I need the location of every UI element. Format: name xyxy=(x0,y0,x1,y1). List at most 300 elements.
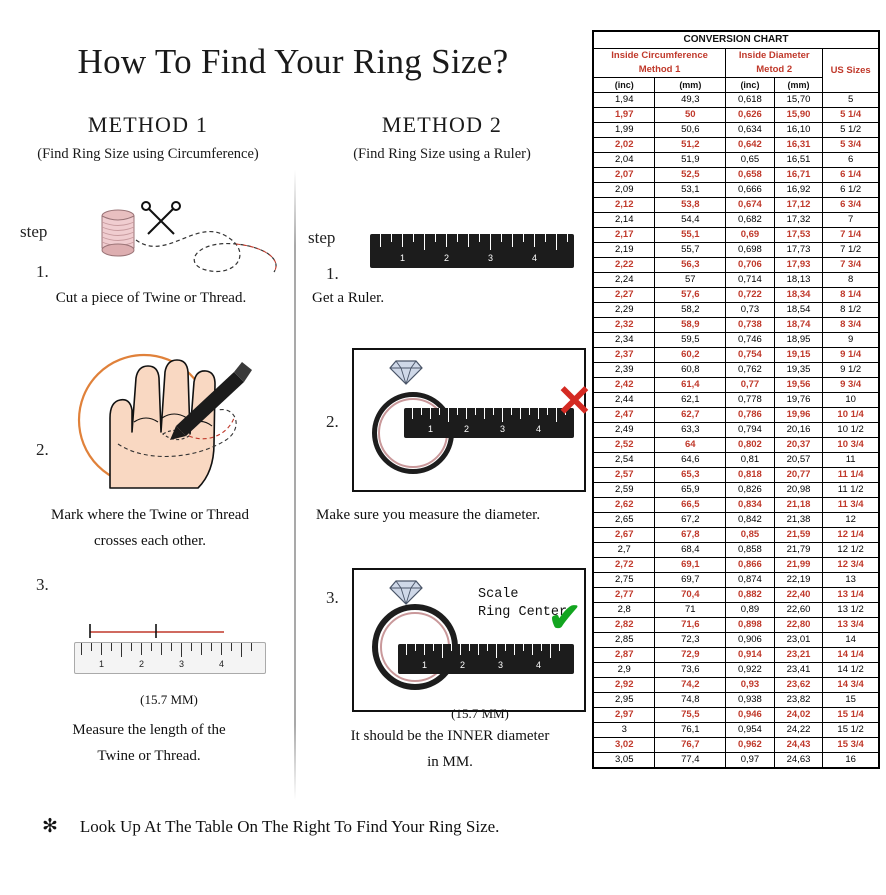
table-cell: 12 3/4 xyxy=(823,558,879,573)
table-cell: 7 1/2 xyxy=(823,243,879,258)
table-cell: 0,954 xyxy=(726,723,775,738)
ruler-number-4: 4 xyxy=(532,253,538,263)
table-cell: 9 1/2 xyxy=(823,363,879,378)
method-2-step-3-number: 3. xyxy=(326,588,339,607)
table-cell: 2,57 xyxy=(594,468,655,483)
table-cell: 49,3 xyxy=(655,93,726,108)
table-cell: 23,82 xyxy=(774,693,823,708)
table-cell: 19,35 xyxy=(774,363,823,378)
footer-note xyxy=(42,815,499,838)
table-cell: 0,794 xyxy=(726,423,775,438)
table-cell: 68,4 xyxy=(655,543,726,558)
table-cell: 19,15 xyxy=(774,348,823,363)
table-cell: 6 1/4 xyxy=(823,168,879,183)
ruler-number-3: 3 xyxy=(179,659,185,669)
table-cell: 18,34 xyxy=(774,288,823,303)
table-cell: 60,2 xyxy=(655,348,726,363)
table-cell: 19,96 xyxy=(774,408,823,423)
method-2-step-word: step xyxy=(308,228,336,247)
table-cell: 2,24 xyxy=(594,273,655,288)
scale-label-line-1: Scale xyxy=(478,587,519,602)
table-cell: 50,6 xyxy=(655,123,726,138)
table-cell: 55,1 xyxy=(655,228,726,243)
table-cell: 16,31 xyxy=(774,138,823,153)
table-row xyxy=(594,198,879,213)
method-1-step-3-caption-line-2: Twine or Thread. xyxy=(97,748,201,764)
table-row xyxy=(594,513,879,528)
table-cell: 69,1 xyxy=(655,558,726,573)
table-cell: 2,95 xyxy=(594,693,655,708)
table-cell: 0,786 xyxy=(726,408,775,423)
ruler-dark-3 xyxy=(398,644,574,674)
table-cell: 2,67 xyxy=(594,528,655,543)
table-cell: 19,76 xyxy=(774,393,823,408)
table-cell: 2,9 xyxy=(594,663,655,678)
table-row xyxy=(594,168,879,183)
table-cell: 2,72 xyxy=(594,558,655,573)
table-cell: 57 xyxy=(655,273,726,288)
table-cell: 18,13 xyxy=(774,273,823,288)
table-cell: 14 1/4 xyxy=(823,648,879,663)
table-cell: 13 1/4 xyxy=(823,588,879,603)
table-cell: 2,49 xyxy=(594,423,655,438)
table-cell: 0,634 xyxy=(726,123,775,138)
method-2-step-3-caption-line-2: in MM. xyxy=(427,754,473,770)
table-cell: 19,56 xyxy=(774,378,823,393)
table-row xyxy=(594,438,879,453)
table-cell: 0,698 xyxy=(726,243,775,258)
table-row xyxy=(594,228,879,243)
method-1-step-word: step xyxy=(20,222,48,241)
table-cell: 2,42 xyxy=(594,378,655,393)
table-cell: 58,2 xyxy=(655,303,726,318)
conversion-table-body xyxy=(594,93,879,768)
table-row xyxy=(594,318,879,333)
table-row xyxy=(594,618,879,633)
table-cell: 2,82 xyxy=(594,618,655,633)
table-cell: 64,6 xyxy=(655,453,726,468)
table-row xyxy=(594,348,879,363)
table-cell: 15 3/4 xyxy=(823,738,879,753)
table-cell: 0,706 xyxy=(726,258,775,273)
table-row xyxy=(594,693,879,708)
table-cell: 6 1/2 xyxy=(823,183,879,198)
unit-header-3: (mm) xyxy=(774,78,823,93)
table-cell: 73,6 xyxy=(655,663,726,678)
ruler-number-3: 3 xyxy=(498,660,504,670)
ruler-number-1: 1 xyxy=(428,424,434,434)
chart-title: CONVERSION CHART xyxy=(594,32,879,49)
table-row xyxy=(594,678,879,693)
table-row xyxy=(594,183,879,198)
method-2-subheading: (Find Ring Size using a Ruler) xyxy=(353,146,531,162)
table-cell: 2,37 xyxy=(594,348,655,363)
table-cell: 2,8 xyxy=(594,603,655,618)
table-cell: 2,12 xyxy=(594,198,655,213)
table-cell: 15,90 xyxy=(774,108,823,123)
table-cell: 0,754 xyxy=(726,348,775,363)
table-row xyxy=(594,408,879,423)
table-cell: 23,01 xyxy=(774,633,823,648)
table-cell: 2,85 xyxy=(594,633,655,648)
table-cell: 10 xyxy=(823,393,879,408)
table-cell: 64 xyxy=(655,438,726,453)
table-cell: 0,834 xyxy=(726,498,775,513)
table-cell: 51,2 xyxy=(655,138,726,153)
method-1-step-1-number: 1. xyxy=(36,262,49,281)
table-cell: 11 1/4 xyxy=(823,468,879,483)
table-cell: 10 1/2 xyxy=(823,423,879,438)
table-cell: 22,40 xyxy=(774,588,823,603)
method-1-step-2-caption-line-1: Mark where the Twine or Thread xyxy=(51,507,249,523)
table-cell: 2,02 xyxy=(594,138,655,153)
method-1-step-3-number: 3. xyxy=(36,575,49,594)
table-cell: 15 1/2 xyxy=(823,723,879,738)
table-cell: 8 1/4 xyxy=(823,288,879,303)
table-cell: 14 3/4 xyxy=(823,678,879,693)
table-cell: 0,73 xyxy=(726,303,775,318)
unit-header-0: (inc) xyxy=(594,78,655,93)
ruler-number-4: 4 xyxy=(536,660,542,670)
unit-header-1: (mm) xyxy=(655,78,726,93)
ruler-number-1: 1 xyxy=(400,253,406,263)
table-cell: 0,666 xyxy=(726,183,775,198)
table-cell: 17,12 xyxy=(774,198,823,213)
table-cell: 2,09 xyxy=(594,183,655,198)
ruler-number-4: 4 xyxy=(219,659,225,669)
table-cell: 22,60 xyxy=(774,603,823,618)
table-cell: 2,17 xyxy=(594,228,655,243)
method-2-step-2-caption: Make sure you measure the diameter. xyxy=(316,507,541,523)
table-cell: 0,674 xyxy=(726,198,775,213)
table-cell: 0,642 xyxy=(726,138,775,153)
table-cell: 0,874 xyxy=(726,573,775,588)
table-cell: 2,27 xyxy=(594,288,655,303)
method-2-step-1-caption: Get a Ruler. xyxy=(312,290,385,306)
table-cell: 14 1/2 xyxy=(823,663,879,678)
table-row xyxy=(594,213,879,228)
table-cell: 2,34 xyxy=(594,333,655,348)
table-cell: 18,95 xyxy=(774,333,823,348)
table-cell: 65,9 xyxy=(655,483,726,498)
table-cell: 7 1/4 xyxy=(823,228,879,243)
table-cell: 2,62 xyxy=(594,498,655,513)
table-cell: 53,1 xyxy=(655,183,726,198)
method-1-subheading: (Find Ring Size using Circumference) xyxy=(37,146,259,162)
table-cell: 69,7 xyxy=(655,573,726,588)
ruler-number-1: 1 xyxy=(422,660,428,670)
table-cell: 62,7 xyxy=(655,408,726,423)
table-cell: 0,946 xyxy=(726,708,775,723)
table-cell: 23,21 xyxy=(774,648,823,663)
table-cell: 20,98 xyxy=(774,483,823,498)
table-cell: 2,7 xyxy=(594,543,655,558)
table-cell: 71,6 xyxy=(655,618,726,633)
table-cell: 8 xyxy=(823,273,879,288)
correct-check-icon: ✔ xyxy=(548,596,582,640)
table-cell: 0,962 xyxy=(726,738,775,753)
table-cell: 5 1/4 xyxy=(823,108,879,123)
table-cell: 55,7 xyxy=(655,243,726,258)
table-cell: 17,93 xyxy=(774,258,823,273)
ruler-dark-1 xyxy=(370,234,574,268)
table-row xyxy=(594,603,879,618)
twine-illustration xyxy=(86,200,291,285)
table-cell: 0,778 xyxy=(726,393,775,408)
ruler-number-1: 1 xyxy=(99,659,105,669)
table-cell: 11 3/4 xyxy=(823,498,879,513)
table-cell: 12 1/2 xyxy=(823,543,879,558)
table-cell: 3,02 xyxy=(594,738,655,753)
method-2-heading: METHOD 2 xyxy=(381,112,503,137)
table-cell: 23,62 xyxy=(774,678,823,693)
table-row xyxy=(594,468,879,483)
table-cell: 5 3/4 xyxy=(823,138,879,153)
table-cell: 0,65 xyxy=(726,153,775,168)
table-cell: 60,8 xyxy=(655,363,726,378)
table-cell: 0,746 xyxy=(726,333,775,348)
table-cell: 16,51 xyxy=(774,153,823,168)
table-row xyxy=(594,663,879,678)
table-cell: 9 1/4 xyxy=(823,348,879,363)
table-cell: 21,38 xyxy=(774,513,823,528)
table-cell: 0,682 xyxy=(726,213,775,228)
table-cell: 2,22 xyxy=(594,258,655,273)
group-header-us-sizes: US Sizes xyxy=(823,49,879,93)
table-row xyxy=(594,273,879,288)
table-cell: 2,77 xyxy=(594,588,655,603)
table-cell: 0,738 xyxy=(726,318,775,333)
table-cell: 5 1/2 xyxy=(823,123,879,138)
table-cell: 2,52 xyxy=(594,438,655,453)
ruler-number-2: 2 xyxy=(444,253,450,263)
scale-label-line-2: Ring Center xyxy=(478,605,568,621)
table-cell: 2,04 xyxy=(594,153,655,168)
conversion-chart xyxy=(592,30,880,769)
table-cell: 0,842 xyxy=(726,513,775,528)
ruler-number-4: 4 xyxy=(536,424,542,434)
table-cell: 2,32 xyxy=(594,318,655,333)
method-2-step-3-caption-line-1: It should be the INNER diameter xyxy=(350,728,550,744)
table-cell: 58,9 xyxy=(655,318,726,333)
table-cell: 5 xyxy=(823,93,879,108)
table-cell: 65,3 xyxy=(655,468,726,483)
table-row xyxy=(594,378,879,393)
table-cell: 18,74 xyxy=(774,318,823,333)
table-row xyxy=(594,738,879,753)
table-cell: 62,1 xyxy=(655,393,726,408)
table-cell: 1,99 xyxy=(594,123,655,138)
table-cell: 6 xyxy=(823,153,879,168)
table-cell: 2,59 xyxy=(594,483,655,498)
table-cell: 13 3/4 xyxy=(823,618,879,633)
table-cell: 61,4 xyxy=(655,378,726,393)
page-title: How To Find Your Ring Size? xyxy=(77,42,509,81)
table-cell: 0,818 xyxy=(726,468,775,483)
table-cell: 20,16 xyxy=(774,423,823,438)
table-cell: 2,44 xyxy=(594,393,655,408)
table-cell: 70,4 xyxy=(655,588,726,603)
ruler-number-3: 3 xyxy=(500,424,506,434)
table-cell: 9 xyxy=(823,333,879,348)
table-cell: 0,906 xyxy=(726,633,775,648)
table-cell: 71 xyxy=(655,603,726,618)
table-row xyxy=(594,153,879,168)
table-cell: 2,87 xyxy=(594,648,655,663)
table-cell: 50 xyxy=(655,108,726,123)
group-header-diameter xyxy=(726,49,823,78)
table-cell: 17,53 xyxy=(774,228,823,243)
table-row xyxy=(594,483,879,498)
table-row xyxy=(594,423,879,438)
table-cell: 2,54 xyxy=(594,453,655,468)
table-cell: 2,92 xyxy=(594,678,655,693)
table-cell: 2,65 xyxy=(594,513,655,528)
table-cell: 72,3 xyxy=(655,633,726,648)
table-cell: 20,77 xyxy=(774,468,823,483)
table-cell: 76,1 xyxy=(655,723,726,738)
table-row xyxy=(594,258,879,273)
table-cell: 0,882 xyxy=(726,588,775,603)
table-cell: 6 3/4 xyxy=(823,198,879,213)
table-cell: 21,99 xyxy=(774,558,823,573)
table-row xyxy=(594,303,879,318)
table-cell: 2,19 xyxy=(594,243,655,258)
ruler-number-2: 2 xyxy=(464,424,470,434)
method-1-step-2-number: 2. xyxy=(36,440,49,459)
table-cell: 67,2 xyxy=(655,513,726,528)
table-cell: 7 xyxy=(823,213,879,228)
table-row xyxy=(594,138,879,153)
conversion-table xyxy=(593,31,879,768)
table-cell: 0,626 xyxy=(726,108,775,123)
table-cell: 1,97 xyxy=(594,108,655,123)
table-cell: 13 1/2 xyxy=(823,603,879,618)
table-cell: 0,914 xyxy=(726,648,775,663)
table-cell: 1,94 xyxy=(594,93,655,108)
method-2-step-1-number: 1. xyxy=(326,264,339,283)
table-cell: 74,2 xyxy=(655,678,726,693)
table-cell: 8 1/2 xyxy=(823,303,879,318)
table-cell: 22,19 xyxy=(774,573,823,588)
table-row xyxy=(594,288,879,303)
group-header-circumference-line-1: Inside Circumference xyxy=(611,50,708,61)
table-cell: 3,05 xyxy=(594,753,655,768)
table-cell: 22,80 xyxy=(774,618,823,633)
table-cell: 75,5 xyxy=(655,708,726,723)
table-cell: 0,81 xyxy=(726,453,775,468)
table-row xyxy=(594,723,879,738)
method-2-step-2-number: 2. xyxy=(326,412,339,431)
table-cell: 2,47 xyxy=(594,408,655,423)
table-row xyxy=(594,588,879,603)
table-cell: 0,898 xyxy=(726,618,775,633)
table-cell: 24,02 xyxy=(774,708,823,723)
table-cell: 21,59 xyxy=(774,528,823,543)
table-cell: 2,39 xyxy=(594,363,655,378)
table-row xyxy=(594,108,879,123)
table-row xyxy=(594,453,879,468)
table-cell: 74,8 xyxy=(655,693,726,708)
column-divider xyxy=(294,170,296,800)
table-cell: 77,4 xyxy=(655,753,726,768)
table-row xyxy=(594,543,879,558)
table-row xyxy=(594,498,879,513)
table-cell: 0,722 xyxy=(726,288,775,303)
ruler-number-3: 3 xyxy=(488,253,494,263)
table-row xyxy=(594,123,879,138)
method-1-step-3-caption-line-1: Measure the length of the xyxy=(72,722,226,738)
measure-thread-illustration xyxy=(74,616,264,674)
table-cell: 0,866 xyxy=(726,558,775,573)
method-1-step-2-caption-line-2: crosses each other. xyxy=(93,533,207,549)
table-cell: 12 xyxy=(823,513,879,528)
table-cell: 17,73 xyxy=(774,243,823,258)
table-row xyxy=(594,393,879,408)
table-cell: 21,79 xyxy=(774,543,823,558)
table-cell: 10 3/4 xyxy=(823,438,879,453)
group-header-circumference xyxy=(594,49,726,78)
table-cell: 10 1/4 xyxy=(823,408,879,423)
table-row xyxy=(594,528,879,543)
ruler-number-2: 2 xyxy=(139,659,145,669)
table-cell: 0,77 xyxy=(726,378,775,393)
table-row xyxy=(594,93,879,108)
ruler-number-2: 2 xyxy=(460,660,466,670)
table-cell: 15 1/4 xyxy=(823,708,879,723)
table-row xyxy=(594,573,879,588)
method-2-mm-note: (15.7 MM) xyxy=(451,706,509,721)
table-cell: 12 1/4 xyxy=(823,528,879,543)
table-cell: 13 xyxy=(823,573,879,588)
table-cell: 11 1/2 xyxy=(823,483,879,498)
group-header-circumference-line-2: Method 1 xyxy=(638,64,681,75)
table-cell: 59,5 xyxy=(655,333,726,348)
table-cell: 0,89 xyxy=(726,603,775,618)
table-cell: 67,8 xyxy=(655,528,726,543)
table-cell: 16,10 xyxy=(774,123,823,138)
table-cell: 51,9 xyxy=(655,153,726,168)
table-cell: 2,97 xyxy=(594,708,655,723)
table-cell: 11 xyxy=(823,453,879,468)
table-cell: 54,4 xyxy=(655,213,726,228)
table-cell: 16,92 xyxy=(774,183,823,198)
table-cell: 8 3/4 xyxy=(823,318,879,333)
table-cell: 15,70 xyxy=(774,93,823,108)
table-cell: 9 3/4 xyxy=(823,378,879,393)
table-cell: 52,5 xyxy=(655,168,726,183)
table-cell: 66,5 xyxy=(655,498,726,513)
method-2-column xyxy=(296,112,588,163)
table-cell: 0,618 xyxy=(726,93,775,108)
table-row xyxy=(594,558,879,573)
table-cell: 0,858 xyxy=(726,543,775,558)
table-cell: 2,29 xyxy=(594,303,655,318)
method-1-mm-note: (15.7 MM) xyxy=(140,692,198,707)
table-cell: 0,85 xyxy=(726,528,775,543)
table-row xyxy=(594,753,879,768)
wrong-x-icon: ✕ xyxy=(556,377,593,426)
table-cell: 20,57 xyxy=(774,453,823,468)
table-cell: 2,75 xyxy=(594,573,655,588)
table-row xyxy=(594,333,879,348)
method-1-step-1-caption: Cut a piece of Twine or Thread. xyxy=(55,290,247,306)
table-cell: 16,71 xyxy=(774,168,823,183)
table-cell: 17,32 xyxy=(774,213,823,228)
ruler-light xyxy=(74,642,266,674)
hand-illustration xyxy=(58,348,273,498)
unit-header-2: (inc) xyxy=(726,78,775,93)
